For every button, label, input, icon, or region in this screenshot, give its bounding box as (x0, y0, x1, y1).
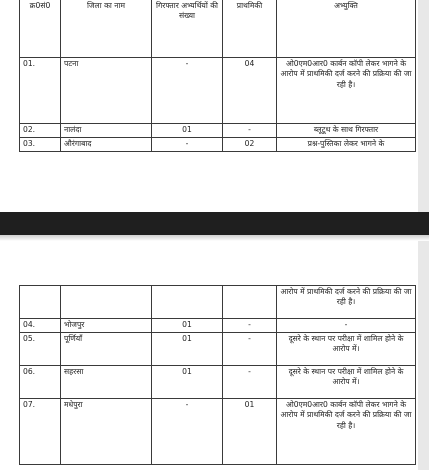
remarks-cell: ओ0एम0आर0 कार्बन कॉपी लेकर भागने के आरोप में प्राथमिकी दर्ज करने की प्रक्रिया की जा रही है। (277, 58, 416, 124)
remarks-cell: ओ0एम0आर0 कार्बन कॉपी लेकर भागने के आरोप में प्राथमिकी दर्ज करने की प्रक्रिया की जा रही है। (277, 399, 416, 465)
serial-cell: 07. (20, 399, 61, 465)
serial-cell: 05. (20, 333, 61, 366)
remarks-cell: ब्लूटूथ के साथ गिरफ्तार (277, 124, 416, 138)
serial-cell: 01. (20, 58, 61, 124)
serial-cell: 02. (20, 124, 61, 138)
fir-cell: - (223, 319, 277, 333)
header-fir: प्राथमिकी (223, 0, 277, 58)
table-row (20, 319, 416, 333)
fir-cell (223, 286, 277, 319)
fir-cell: - (223, 366, 277, 399)
district-cell: औरंगाबाद (61, 138, 152, 152)
remarks-cell: दूसरे के स्थान पर परीक्षा में शामिल होने के आरोप में। (277, 366, 416, 399)
district-cell: पूर्णियाँ (61, 333, 152, 366)
arrested-cell: 01 (152, 124, 223, 138)
serial-cell: 04. (20, 319, 61, 333)
serial-cell (20, 286, 61, 319)
arrested-cell: - (152, 138, 223, 152)
header-district: जिला का नाम (61, 0, 152, 58)
arrested-cell (152, 286, 223, 319)
header-serial: क्र0सं0 (20, 0, 61, 58)
district-cell: पटना (61, 58, 152, 124)
header-remarks: अभ्युक्ति (277, 0, 416, 58)
district-cell: सहरसा (61, 366, 152, 399)
arrest-table-top (19, 0, 416, 152)
page-break-shadow (0, 235, 429, 241)
table-row (20, 58, 416, 124)
fir-cell: 04 (223, 58, 277, 124)
arrest-table-bottom (19, 285, 416, 465)
district-cell: मधेपुरा (61, 399, 152, 465)
serial-cell: 06. (20, 366, 61, 399)
table-row (20, 124, 416, 138)
table-row (20, 333, 416, 366)
district-cell: नालंदा (61, 124, 152, 138)
table-row (20, 366, 416, 399)
arrested-cell: - (152, 58, 223, 124)
fir-cell: - (223, 124, 277, 138)
fir-cell: - (223, 333, 277, 366)
arrested-cell: 01 (152, 319, 223, 333)
header-arrested: गिरफ्तार अभ्यर्थियों की संख्या (152, 0, 223, 58)
arrested-cell: 01 (152, 333, 223, 366)
remarks-cell: प्रश्न-पुस्तिका लेकर भागने के (277, 138, 416, 152)
table-row (20, 399, 416, 465)
district-cell (61, 286, 152, 319)
fir-cell: 01 (223, 399, 277, 465)
remarks-cell: आरोप में प्राथमिकी दर्ज करने की प्रक्रिया की जा रही है। (277, 286, 416, 319)
fir-cell: 02 (223, 138, 277, 152)
remarks-cell: दूसरे के स्थान पर परीक्षा में शामिल होने के आरोप में। (277, 333, 416, 366)
serial-cell: 03. (20, 138, 61, 152)
table-row (20, 138, 416, 152)
remarks-cell: - (277, 319, 416, 333)
page-break-bar (0, 212, 429, 235)
district-cell: भोजपुर (61, 319, 152, 333)
table-header-row (20, 0, 416, 58)
arrested-cell: - (152, 399, 223, 465)
arrested-cell: 01 (152, 366, 223, 399)
continuation-row (20, 286, 416, 319)
